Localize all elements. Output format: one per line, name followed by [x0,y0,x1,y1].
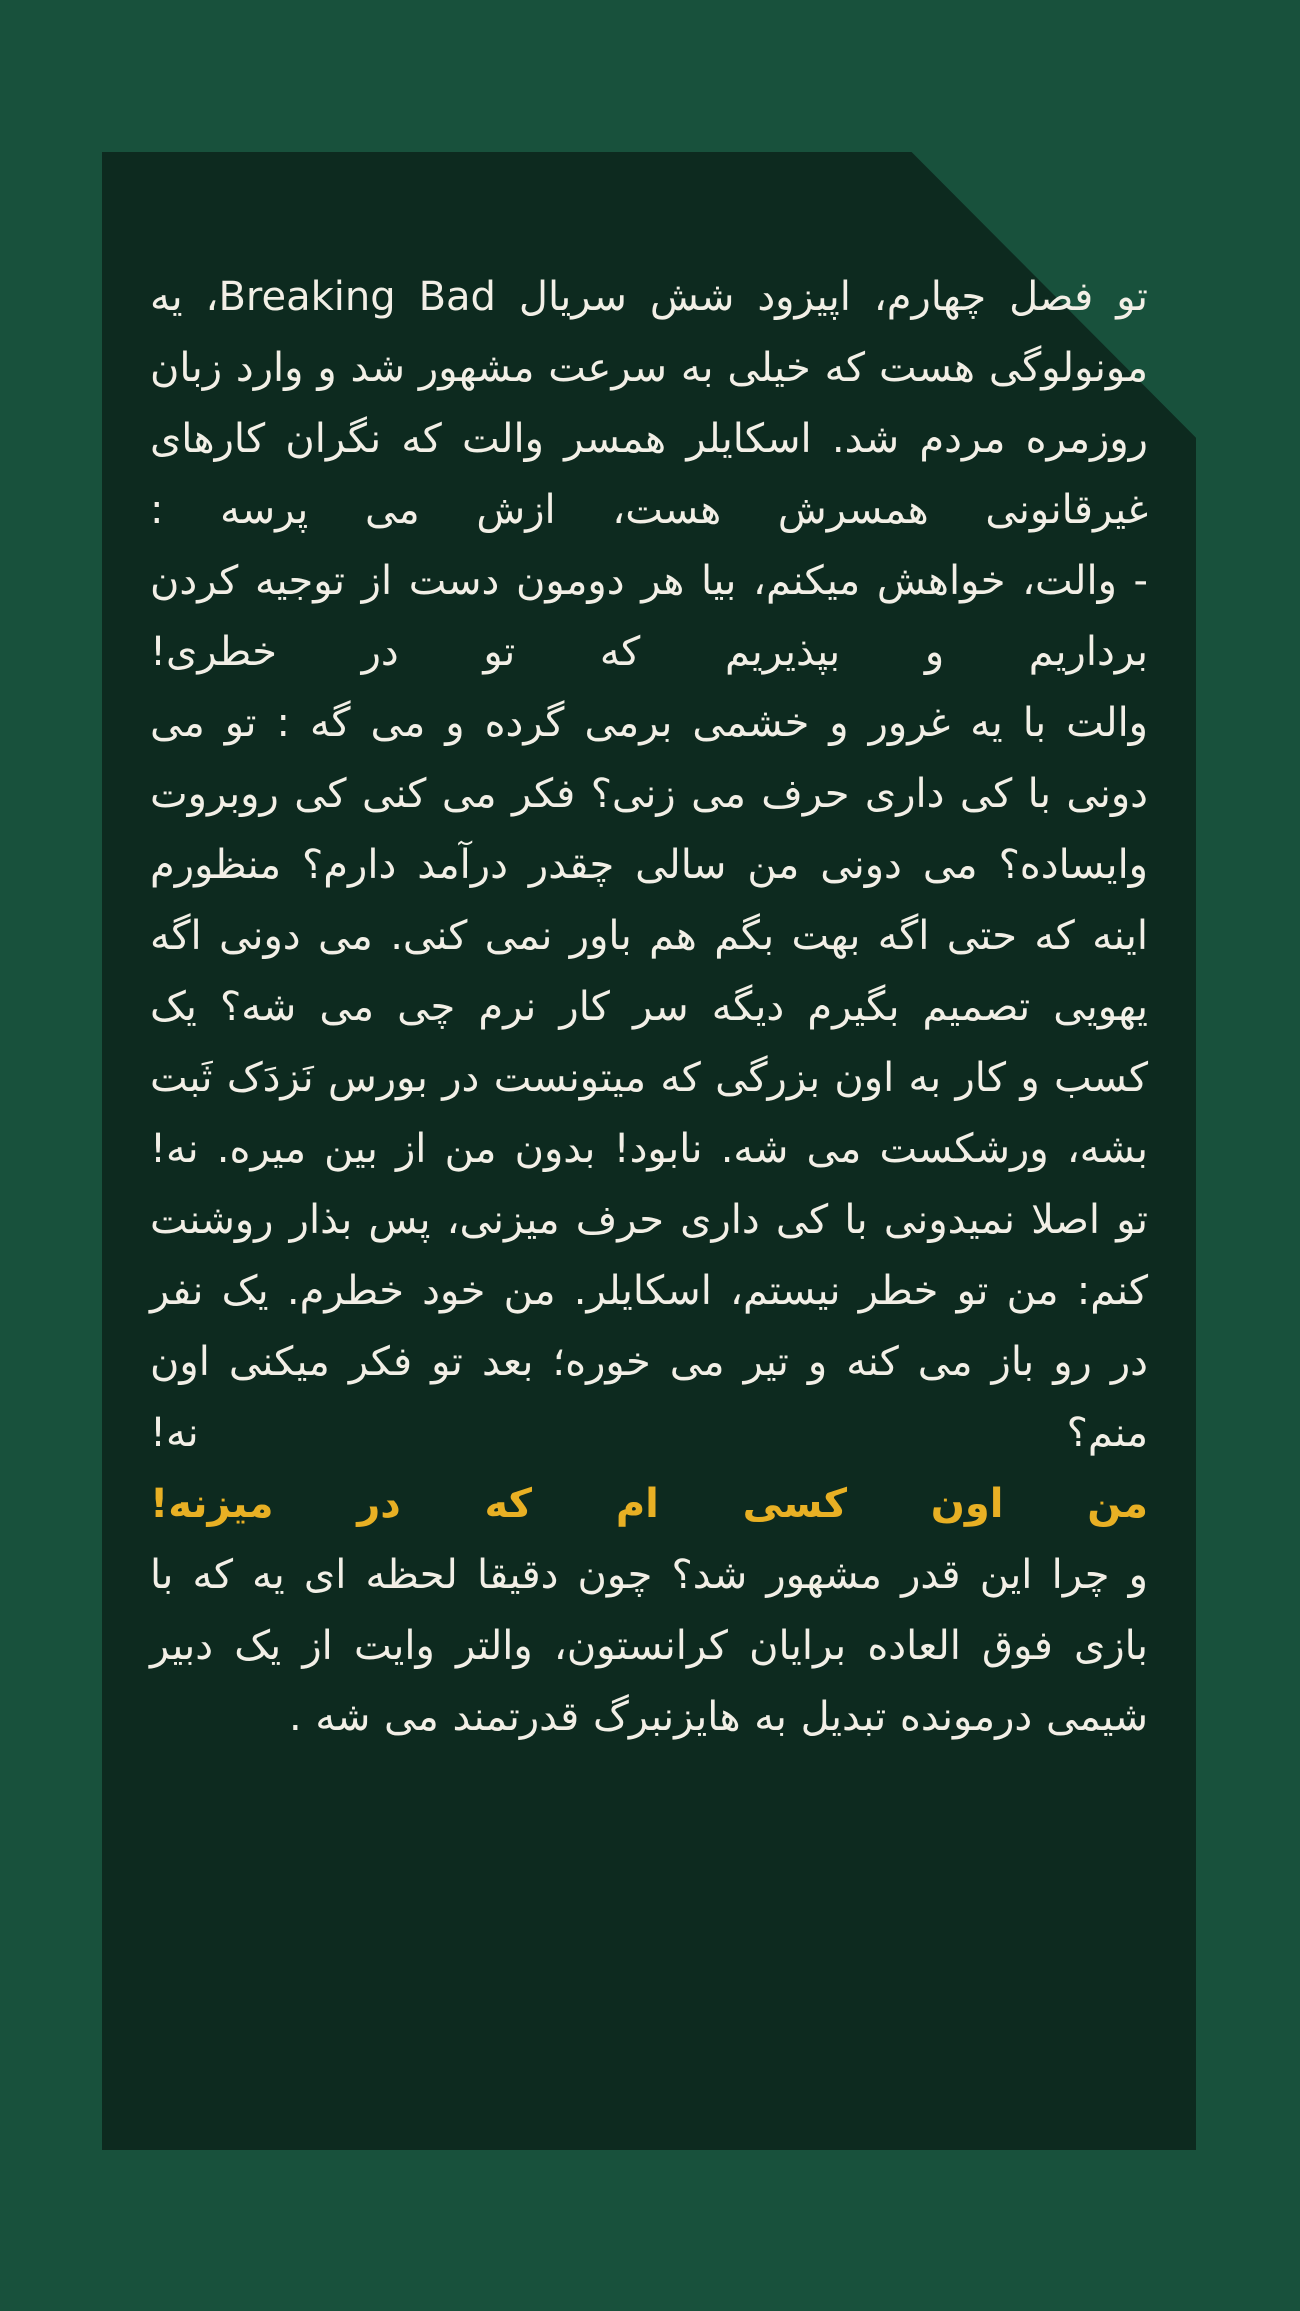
paragraph-skyler-line: - والت، خواهش میکنم، بیا هر دومون دست از توجیه کردن برداریم و بپذیریم که تو در خطری! [150,558,1148,675]
paragraph-walt-monologue: والت با یه غرور و خشمی برمی گرده و می گه : تو می دونی با کی داری حرف می زنی؟ فکر می کنی کی روبروت وایساده؟ می دونی من سالی چقدر درآمد دارم؟ منظورم اینه که حتی اگه بهت بگم هم باور نمی کنی. می دونی اگه یهویی تصمیم بگیرم دیگه سر کار نرم چی می شه؟ یک کسب و کار به اون بزرگی که میتونست در بورس نَزدَک ثَبت بشه، ورشکست می شه. نابود! بدون من از بین میره. نه! تو اصلا نمیدونی با کی داری حرف میزنی، پس بذار روشنت کنم: من تو خطر نیستم، اسکایلر. من خود خطرم. یک نفر در رو باز می کنه و تیر می خوره؛ بعد تو فکر میکنی اون منم؟ نه! [150,700,1148,1456]
paragraph-highlight-line: من اون کسی ام که در میزنه! [150,1481,1148,1527]
paragraph-intro: تو فصل چهارم، اپیزود شش سریال Breaking Bad، یه مونولوگی هست که خیلی به سرعت مشهور شد و وارد زبان روزمره مردم شد. اسکایلر همسر والت که نگران کارهای غیرقانونی همسرش هست، ازش می پرسه : [150,274,1148,533]
quote-card-content [102,152,1196,2150]
paragraph-closing: و چرا این قدر مشهور شد؟ چون دقیقا لحظه ای یه که با بازی فوق العاده برایان کرانستون، والتر وایت از یک دبیر شیمی درمونده تبدیل به هایزنبرگ قدرتمند می شه . [150,1552,1148,1740]
